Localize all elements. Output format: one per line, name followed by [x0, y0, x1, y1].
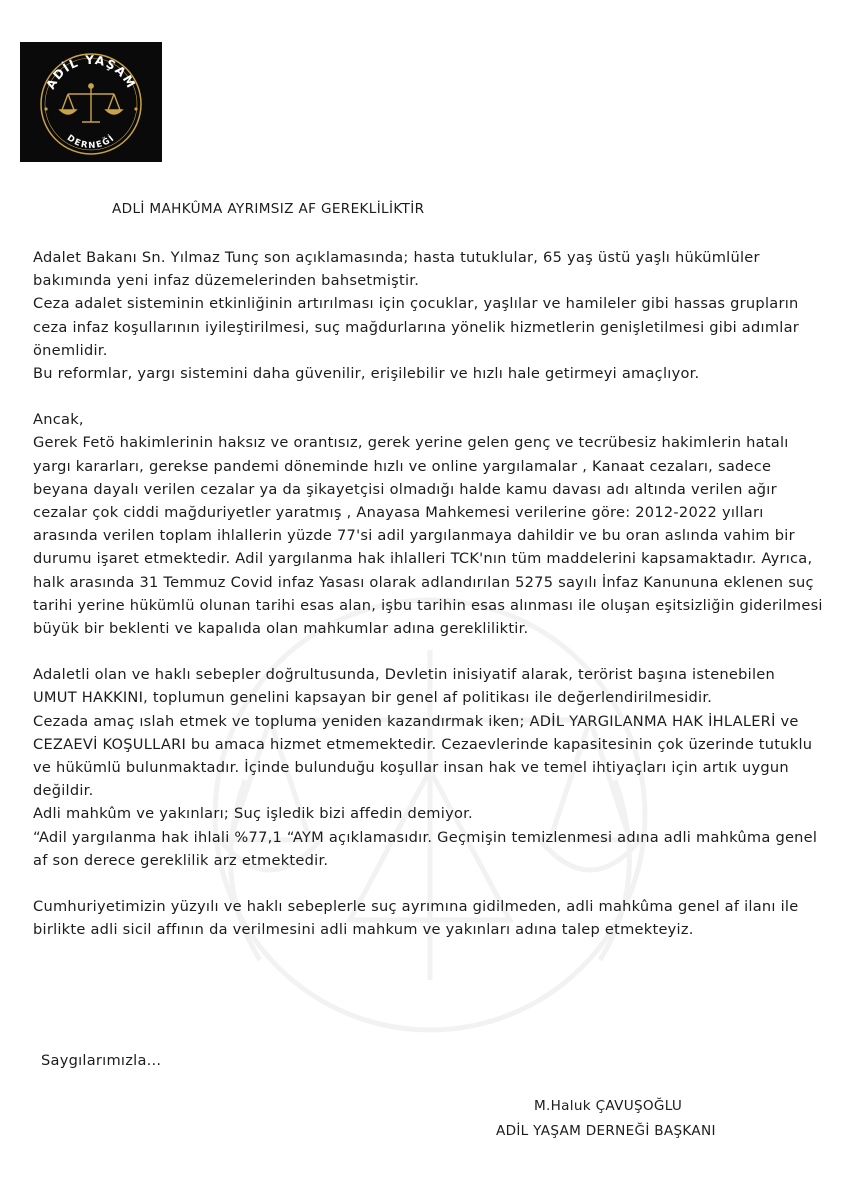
paragraph-aim: Bu reformlar, yargı sistemini daha güvenilir, erişilebilir ve hızlı hale getirmeyi amaçlıyor.	[33, 365, 700, 383]
paragraph-aym-quote: “Adil yargılanma hak ihlali %77,1 “AYM açıklamasıdır. Geçmişin temizlenmesi adına adli mahkûma genel af son derece gereklilik arz etmektedir.	[33, 828, 818, 869]
paragraph-hope-right: Adaletli olan ve haklı sebepler doğrultusunda, Devletin inisiyatif alarak, terörist başına istenebilen UMUT HAKKINI, toplumun genelini kapsayan bir genel af politikası ile değerlendirilmesidir.	[33, 666, 775, 707]
logo-top-text: ADİL YAŞAM	[43, 52, 139, 92]
paragraph-relatives: Adli mahkûm ve yakınları; Suç işledik bizi affedin demiyor.	[33, 805, 473, 823]
svg-text:DERNEĞİ	[65, 132, 117, 151]
paragraph-violations: Gerek Fetö hakimlerinin haksız ve orantısız, gerek yerine gelen genç ve tecrübesiz hakimlerin hatalı yargı kararları, gerekse pandemi döneminde hızlı ve online yargılamalar , Kanaat cezaları, sadece beyana dayalı verilen cezalar ya da şikayetçisi olmadığı halde kamu davası adı altında verilen ağır cezalar çok ciddi mağduriyetler yaratmış , Anayasa Mahkemesi verilerine göre: 2012-2022 yılları arasında verilen toplam ihlallerin yüzde 77'si adil yargılanmaya dahildir ve bu oran aslında vahim bir durumu işaret etmektedir. Adil yargılanma hak ihlalleri TCK'nın tüm maddelerini kapsamaktadır. Ayrıca, halk arasında 31 Temmuz Covid infaz Yasası olarak adlandırılan 5275 sayılı İnfaz Kanununa eklenen suç tarihi yerine hükümlü olunan tarihi esas alan, işbu tarihin esas alınması ile oluşan eşitsizliğin giderilmesi büyük bir beklenti ve kapalıda olan mahkumlar adına gerekliliktir.	[33, 434, 823, 638]
paragraph-prison-conditions: Cezada amaç ıslah etmek ve topluma yeniden kazandırmak iken; ADİL YARGILANMA HAK İHLALERİ ve CEZAEVİ KOŞULLARI bu amaca hizmet etmemektedir. Cezaevlerinde kapasitesinin çok üzerinde tutuklu ve hükümlü bulunmaktadır. İçinde bulunduğu koşullar insan hak ve temel ihtiyaçları için artık uygun değildir.	[33, 712, 813, 800]
letter-body	[33, 246, 823, 941]
association-logo	[20, 42, 162, 162]
scales-icon	[60, 84, 122, 122]
closing-greeting: Saygılarımızla...	[41, 1052, 162, 1069]
paragraph-intro: Adalet Bakanı Sn. Yılmaz Tunç son açıklamasında; hasta tutuklular, 65 yaş üstü yaşlı hükümlüler bakımında yeni infaz düzemelerinden bahsetmiştir.	[33, 249, 760, 290]
paragraph-however: Ancak,	[33, 411, 84, 429]
signature-title: ADİL YAŞAM DERNEĞİ BAŞKANI	[496, 1123, 716, 1139]
paragraph-reforms: Ceza adalet sisteminin etkinliğinin artırılması için çocuklar, yaşlılar ve hamileler gibi hassas grupların ceza infaz koşullarının iyileştirilmesi, suç mağdurlarına yönelik hizmetlerin genişletilmesi gibi adımlar önemlidir.	[33, 295, 800, 359]
logo-bottom-text: DERNEĞİ	[64, 133, 118, 152]
signature-name: M.Haluk ÇAVUŞOĞLU	[534, 1098, 683, 1114]
paragraph-request: Cumhuriyetimizin yüzyılı ve haklı sebeplerle suç ayrımına gidilmeden, adli mahkûma genel af ilanı ile birlikte adli sicil affının da verilmesini adli mahkum ve yakınları adına talep etmekteyiz.	[33, 898, 799, 939]
document-title: ADLİ MAHKÛMA AYRIMSIZ AF GEREKLİLİKTİR	[112, 201, 425, 217]
